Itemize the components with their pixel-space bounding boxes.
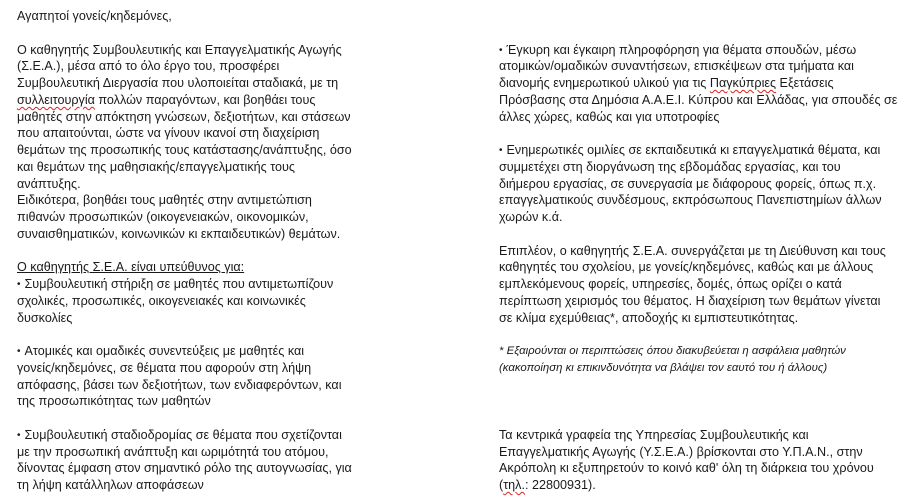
blank-line xyxy=(499,226,904,243)
text-line: μαθητές στην απόκτηση γνώσεων, δεξιοτήτων, και στάσεων xyxy=(17,109,351,124)
blank-line xyxy=(499,393,904,410)
footnote xyxy=(499,343,904,377)
text-line: και θεμάτων της μαθησιακής/επαγγελματικής τους xyxy=(17,159,295,174)
text-line: σε κλίμα εχεμύθειας*, αποδοχής κι εμπιστευτικότητας. xyxy=(499,310,799,325)
text-line: απόφασης, βάσει των δεξιοτήτων, των ενδιαφερόντων, και xyxy=(17,377,342,392)
text-fragment: Ατομικές και ομαδικές συνεντεύξεις με μαθητές και xyxy=(24,344,305,358)
text-line xyxy=(17,92,467,109)
text-line: τη λήψη κατάλληλων αποφάσεων xyxy=(17,478,204,492)
text-line: Ο καθηγητής Συμβουλευτικής και Επαγγελματικής Αγωγής xyxy=(17,42,342,57)
text-line xyxy=(499,142,904,159)
blank-line xyxy=(499,326,904,343)
text-line: επαγγελματικούς συνδέσμους, εκπρόσωπους Πανεπιστημίων άλλων xyxy=(499,193,882,208)
bullet-item xyxy=(17,276,467,326)
text-line: καθηγητές του σχολείου, με γονείς/κηδεμόνες, καθώς και με άλλους xyxy=(499,260,874,275)
text-line: * Εξαιρούνται οι περιπτώσεις όπου διακυβεύεται η ασφάλεια μαθητών xyxy=(499,345,846,357)
blank-line xyxy=(499,377,904,394)
text-line: σχολικές, προσωπικές, οικογενειακές και κοινωνικές xyxy=(17,293,306,308)
text-fragment: πολλών παραγόντων, και βοηθάει τους xyxy=(94,92,316,107)
text-fragment: Συμβουλευτική στήριξη σε μαθητές που αντιμετωπίζουν xyxy=(24,277,334,291)
text-fragment: Έγκυρη και έγκαιρη πληροφόρηση για θέματα σπουδών, μέσω xyxy=(506,42,857,57)
blank-line xyxy=(17,243,467,260)
text-line xyxy=(17,276,467,293)
text-line: της προσωπικότητας των μαθητών xyxy=(17,394,211,409)
text-line: Συμβουλευτική Διεργασία που υλοποιείται σταδιακά, με τη xyxy=(17,76,339,90)
greeting: Αγαπητοί γονείς/κηδεμόνες, xyxy=(17,9,172,23)
blank-line xyxy=(499,25,904,42)
right-column xyxy=(499,8,904,494)
text-line: Επιπλέον, ο καθηγητής Σ.Ε.Α. συνεργάζεται με τη Διεύθυνση και τους xyxy=(499,243,886,258)
blank-line xyxy=(499,125,904,142)
text-line: Τα κεντρικά γραφεία της Υπηρεσίας Συμβουλευτικής και xyxy=(499,427,809,442)
text-fragment: διανομής ενημερωτικού υλικού για τις xyxy=(499,76,710,90)
text-line: (κακοποίηση κι επικινδυνότητα να βλάψει τον εαυτό του ή άλλους) xyxy=(499,361,828,374)
phone-line xyxy=(499,477,904,494)
bullet-icon: • xyxy=(17,279,21,290)
text-line xyxy=(499,75,904,92)
bullet-icon: • xyxy=(499,44,503,56)
misspelled-word[interactable]: τηλ. xyxy=(503,478,525,492)
blank-line xyxy=(17,25,467,42)
blank-line xyxy=(499,8,904,25)
text-line: ανάπτυξης. xyxy=(17,176,81,191)
text-line: άλλες χώρες, καθώς και για υποτροφίες xyxy=(499,109,720,124)
text-line: συμμετέχει στη διοργάνωση της εβδομάδας εργασίας, και του xyxy=(499,159,841,174)
text-line xyxy=(17,343,467,360)
bullet-item xyxy=(499,42,904,126)
text-line: περίπτωση χειρισμός του θέματος. Η διαχείριση των θεμάτων γίνεται xyxy=(499,293,881,308)
text-line: Πρόσβασης στα Δημόσια Α.Α.Ε.Ι. Κύπρου και Ελλάδας, για σπουδές σε xyxy=(499,92,898,107)
text-line xyxy=(17,427,467,444)
bullet-item xyxy=(499,142,904,226)
bullet-icon: • xyxy=(499,145,503,156)
intro-paragraph xyxy=(17,42,467,243)
text-line: Επαγγελματικής Αγωγής (Υ.Σ.Ε.Α.) βρίσκονται στο Υ.Π.Α.Ν., στην xyxy=(499,444,863,459)
blank-line xyxy=(17,410,467,427)
text-line: δυσκολίες xyxy=(17,310,73,325)
misspelled-word[interactable]: Παγκύπριες xyxy=(709,76,777,90)
text-fragment: Ενημερωτικές ομιλίες σε εκπαιδευτικά κι επαγγελματικά θέματα, και xyxy=(506,143,881,157)
text-line: γονείς/κηδεμόνες, σε θέματα που αφορούν στη λήψη xyxy=(17,360,312,375)
bullet-item xyxy=(17,343,467,410)
misspelled-word[interactable]: συλλειτουργία xyxy=(17,92,95,107)
text-fragment: Εξετάσεις xyxy=(776,76,834,90)
bullet-item xyxy=(17,427,467,494)
bullet-icon: • xyxy=(17,346,21,357)
text-line: Ειδικότερα, βοηθάει τους μαθητές στην αντιμετώπιση xyxy=(17,193,312,208)
text-line: Ακρόπολη κι εξυπηρετούν το κοινό καθ' όλη τη διάρκεια του χρόνου xyxy=(499,461,874,476)
blank-line xyxy=(17,326,467,343)
phone-number: : 22800931). xyxy=(524,478,596,492)
text-fragment: ( xyxy=(499,478,504,492)
text-line xyxy=(499,42,904,59)
collaboration-paragraph xyxy=(499,243,904,327)
text-line: εμπλεκόμενους φορείς, υπηρεσίες, δομές, όπως ορίζει ο κατά xyxy=(499,277,842,291)
text-line: πιθανών προσωπικών (οικογενειακών, οικονομικών, xyxy=(17,210,309,224)
left-column xyxy=(17,8,467,494)
text-fragment: Συμβουλευτική σταδιοδρομίας σε θέματα που σχετίζονται xyxy=(24,427,342,442)
text-line: θεμάτων της προσωπικής τους κατάστασης/ανάπτυξης, όσο xyxy=(17,143,352,157)
text-line: με την προσωπική ανάπτυξη και ωριμότητά του ατόμου, xyxy=(17,444,329,459)
offices-paragraph xyxy=(499,427,904,494)
text-line: (Σ.Ε.Α.), μέσα από το όλο έργο του, προσφέρει xyxy=(17,59,280,74)
text-line: χωρών κ.ά. xyxy=(499,210,563,224)
text-line: δίνοντας έμφαση στον σημαντικό ρόλο της αυτογνωσίας, για xyxy=(17,461,352,476)
bullet-icon: • xyxy=(17,429,21,441)
text-line: διήμερου εργασίας, σε συνεργασία με διάφορους φορείς, όπως π.χ. xyxy=(499,176,877,191)
text-line: ατομικών/ομαδικών συναντήσεων, επισκέψεων στα τμήματα και xyxy=(499,59,854,74)
blank-line xyxy=(499,410,904,427)
text-line: συναισθηματικών, κοινωνικών κι εκπαιδευτικών) θεμάτων. xyxy=(17,226,341,241)
text-line: που απαιτούνται, ώστε να γίνουν ικανοί στη διαχείριση xyxy=(17,126,320,141)
responsibilities-heading: Ο καθηγητής Σ.Ε.Α. είναι υπεύθυνος για: xyxy=(17,260,245,275)
